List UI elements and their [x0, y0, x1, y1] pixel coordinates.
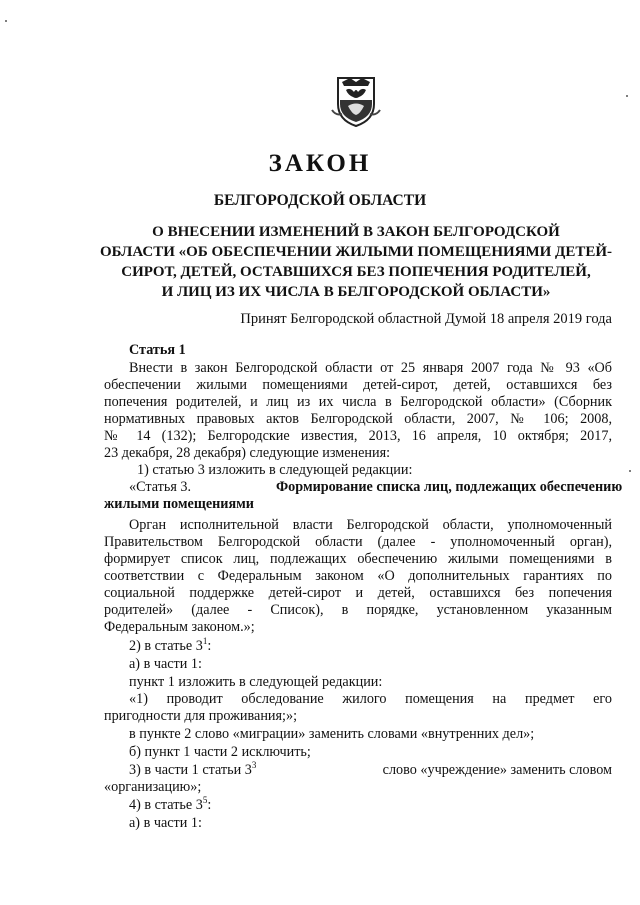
- heading-line: СИРОТ, ДЕТЕЙ, ОСТАВШИХСЯ БЕЗ ПОПЕЧЕНИЯ РОДИТЕЛЕЙ,: [121, 264, 591, 280]
- quote-1-line: пригодности для проживания;»;: [104, 708, 298, 724]
- item-3: [129, 762, 612, 779]
- article-3-body-line: Правительством Белгородской области (далее - уполномоченный орган),: [104, 534, 612, 550]
- heading-line: И ЛИЦ ИЗ ИХ ЧИСЛА В БЕЛГОРОДСКОЙ ОБЛАСТИ»: [161, 284, 551, 300]
- scan-speck: [629, 470, 631, 472]
- item-3-cont: «организацию»;: [104, 779, 202, 795]
- item-4-sup: 5: [202, 795, 208, 805]
- coat-of-arms-emblem: [326, 70, 386, 130]
- article-3-body-line: Федеральным законом.»;: [104, 619, 255, 635]
- item-2: [129, 638, 211, 655]
- heading-line: О ВНЕСЕНИИ ИЗМЕНЕНИЙ В ЗАКОН БЕЛГОРОДСКОЙ: [152, 224, 560, 240]
- document-region: БЕЛГОРОДСКОЙ ОБЛАСТИ: [213, 192, 427, 209]
- item-4a: а) в части 1:: [129, 815, 202, 831]
- item-1: 1) статью 3 изложить в следующей редакции:: [137, 462, 413, 478]
- intro-line: Внести в закон Белгородской области от 25 января 2007 года № 93 «Об: [129, 360, 612, 376]
- document-title: ЗАКОН: [268, 150, 372, 177]
- article-3-body-line: Орган исполнительной власти Белгородской области, уполномоченный: [129, 517, 612, 533]
- intro-line: нормативных правовых актов Белгородской области, 2007, № 106; 2008,: [104, 411, 612, 427]
- heading-line: ОБЛАСТИ «ОБ ОБЕСПЕЧЕНИИ ЖИЛЫМИ ПОМЕЩЕНИЯМИ ДЕТЕЙ-: [99, 244, 613, 260]
- intro-line: попечения родителей, и лиц из их числа в Белгородской области» (Сборник: [104, 394, 612, 410]
- article-3-body-line: соответствии с Федеральным законом «О дополнительных гарантиях по: [104, 568, 612, 584]
- item-3-text: [129, 762, 256, 779]
- point-2: в пункте 2 слово «миграции» заменить словами «внутренних дел»;: [129, 726, 535, 742]
- article-3-body-line: формирует список лиц, подлежащих обеспечению жилыми помещениями в: [104, 551, 612, 567]
- item-2-sup: 1: [202, 636, 208, 646]
- item-4-text: 4) в статье 3: [129, 797, 203, 813]
- article-3-title-cont: жилыми помещениями: [104, 496, 254, 512]
- item-3-tail: слово «учреждение» заменить словом: [382, 762, 612, 778]
- article-3-title: Формирование списка лиц, подлежащих обеспечению: [276, 479, 623, 495]
- item-3-lead: 3) в части 1 статьи 3: [129, 762, 252, 778]
- scan-speck: [626, 95, 628, 97]
- point-1: пункт 1 изложить в следующей редакции:: [129, 674, 383, 690]
- intro-line: обеспечении жилыми помещениями детей-сирот, детей, оставшихся без: [104, 377, 612, 393]
- item-4-tail: :: [207, 797, 212, 813]
- intro-line: № 14 (132); Белгородские известия, 2013, 16 апреля, 10 октября; 2017,: [104, 428, 612, 444]
- item-4: [129, 797, 211, 814]
- item-2-tail: :: [207, 638, 212, 654]
- intro-line: 23 декабря, 28 декабря) следующие изменения:: [104, 445, 391, 461]
- adoption-note: Принят Белгородской областной Думой 18 апреля 2019 года: [240, 311, 612, 327]
- item-2b: б) пункт 1 части 2 исключить;: [129, 744, 311, 760]
- article-3-body-line: социальной поддержке детей-сирот и детей, оставшихся без попечения: [104, 585, 612, 601]
- article-3-heading: [129, 479, 623, 496]
- law-heading: [96, 222, 616, 302]
- item-2a: а) в части 1:: [129, 656, 202, 672]
- article-3-body-line: родителей» (далее - Список), в порядке, установленном указанным: [104, 602, 612, 618]
- scan-speck: [5, 20, 7, 22]
- article-1-title: Статья 1: [129, 342, 186, 358]
- article-3-prefix: «Статья 3.: [129, 479, 192, 495]
- item-3-sup: 3: [251, 760, 257, 770]
- quote-1-line: «1) проводит обследование жилого помещения на предмет его: [129, 691, 612, 707]
- item-2-text: 2) в статье 3: [129, 638, 203, 654]
